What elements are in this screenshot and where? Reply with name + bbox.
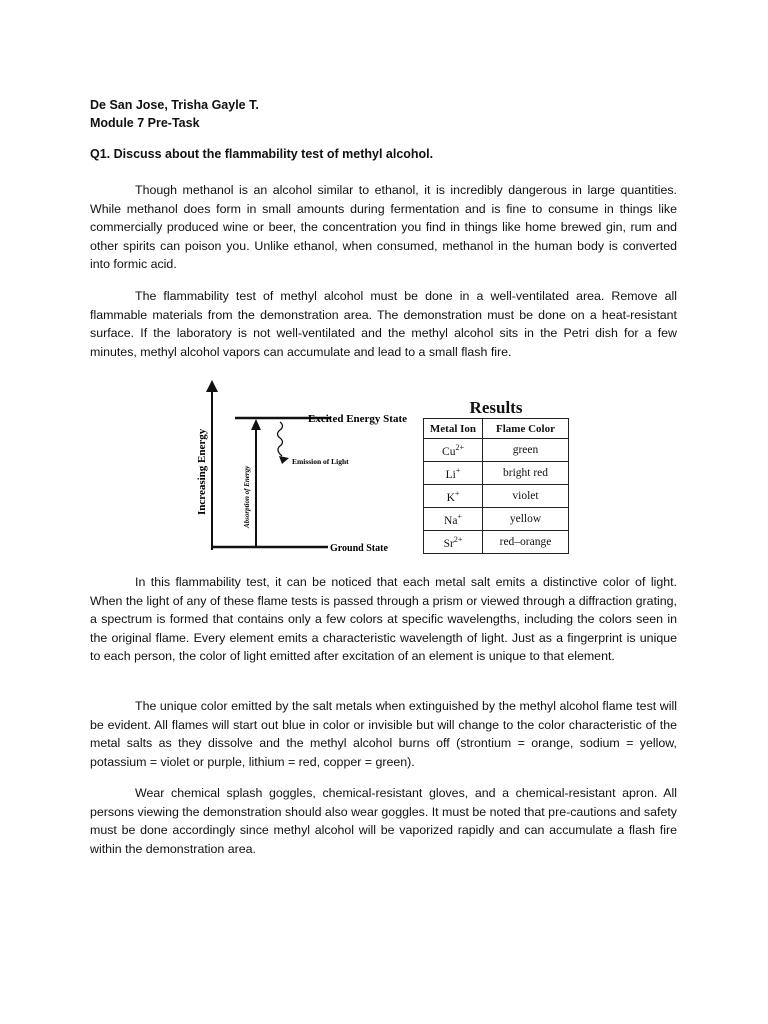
results-title: Results — [469, 398, 523, 417]
results-table — [423, 418, 569, 554]
document-header — [90, 96, 259, 132]
absorption-arrowhead — [251, 419, 261, 430]
flame-color-cell: yellow — [483, 508, 569, 531]
figure — [90, 378, 677, 558]
energy-diagram-svg — [190, 378, 415, 558]
paragraph-1: Though methanol is an alcohol similar to ethanol, it is incredibly dangerous in large quantities. While methanol does form in small amounts during fermentation and is fine to consume in things like commercially produced wine or beer, the concentration you find in things like home brewed gin, rum and other spirits can poison you. Unlike ethanol, when consumed, methanol in the human body is converted into formic acid. — [90, 183, 677, 272]
question-heading: Q1. Discuss about the flammability test of methyl alcohol. — [90, 147, 434, 161]
paragraph-5: Wear chemical splash goggles, chemical-resistant gloves, and a chemical-resistant apron. All persons viewing the demonstration should also wear goggles. It must be noted that pre-cautions and safety must be done accordingly since methyl alcohol will be vaporized rapidly and can accumulate a flash fire within the demonstration area. — [90, 786, 677, 856]
table-row — [424, 531, 569, 554]
author-name: De San Jose, Trisha Gayle T. — [90, 98, 259, 112]
table-row — [424, 508, 569, 531]
paragraph-2: The flammability test of methyl alcohol must be done in a well-ventilated area. Remove all flammable materials from the demonstration area. The demonstration must be done on a heat-resistant surface. If the laboratory is not well-ventilated and the methyl alcohol sits in the Petri dish for a few minutes, methyl alcohol vapors can accumulate and lead to a small flash fire. — [90, 289, 677, 359]
flame-color-cell: green — [483, 439, 569, 462]
y-axis-arrowhead — [206, 380, 218, 392]
table-header-row — [424, 419, 569, 439]
metal-ion-cell: $Cu^{2+}$ — [424, 439, 483, 462]
metal-ion-cell: K+ — [424, 485, 483, 508]
col-header-metal-ion: Metal Ion — [424, 419, 483, 439]
module-title: Module 7 Pre-Task — [90, 116, 200, 130]
emission-label: Emission of Light — [292, 457, 349, 466]
paragraph-4: The unique color emitted by the salt metals when extinguished by the methyl alcohol flame test will be evident. All flames will start out blue in color or invisible but will change to the color characteristic of the metal salts as they dissolve and the methyl alcohol burns off (strontium = orange, sodium = yellow, potassium = violet or purple, lithium = red, copper = green). — [90, 699, 677, 769]
metal-ion-cell: Li+ — [424, 462, 483, 485]
flame-color-cell: violet — [483, 485, 569, 508]
col-header-flame-color: Flame Color — [483, 419, 569, 439]
energy-level-diagram — [190, 378, 415, 558]
table-row — [424, 485, 569, 508]
flame-color-cell: red–orange — [483, 531, 569, 554]
table-row — [424, 439, 569, 462]
y-axis-label: Increasing Energy — [196, 428, 208, 515]
table-row — [424, 462, 569, 485]
excited-state-label: Excited Energy State — [308, 413, 407, 425]
paragraph-3: In this flammability test, it can be noticed that each metal salt emits a distinctive color of light. When the light of any of these flame tests is passed through a prism or viewed through a diffraction grating, a spectrum is formed that contains only a few colors at specific wavelengths, including the colors seen in the original flame. Every element emits a characteristic wavelength of light. Just as a fingerprint is unique to each person, the color of light emitted after excitation of an element is unique to that element. — [90, 575, 677, 664]
metal-ion-cell: Na+ — [424, 508, 483, 531]
ground-state-label: Ground State — [330, 543, 388, 554]
emission-arrowhead — [279, 456, 289, 464]
flame-color-cell: bright red — [483, 462, 569, 485]
emission-wave — [278, 422, 283, 456]
results-table-block — [423, 398, 569, 554]
metal-ion-cell: $Sr^{2+}$ — [424, 531, 483, 554]
absorption-label: Absorption of Energy — [243, 465, 251, 528]
